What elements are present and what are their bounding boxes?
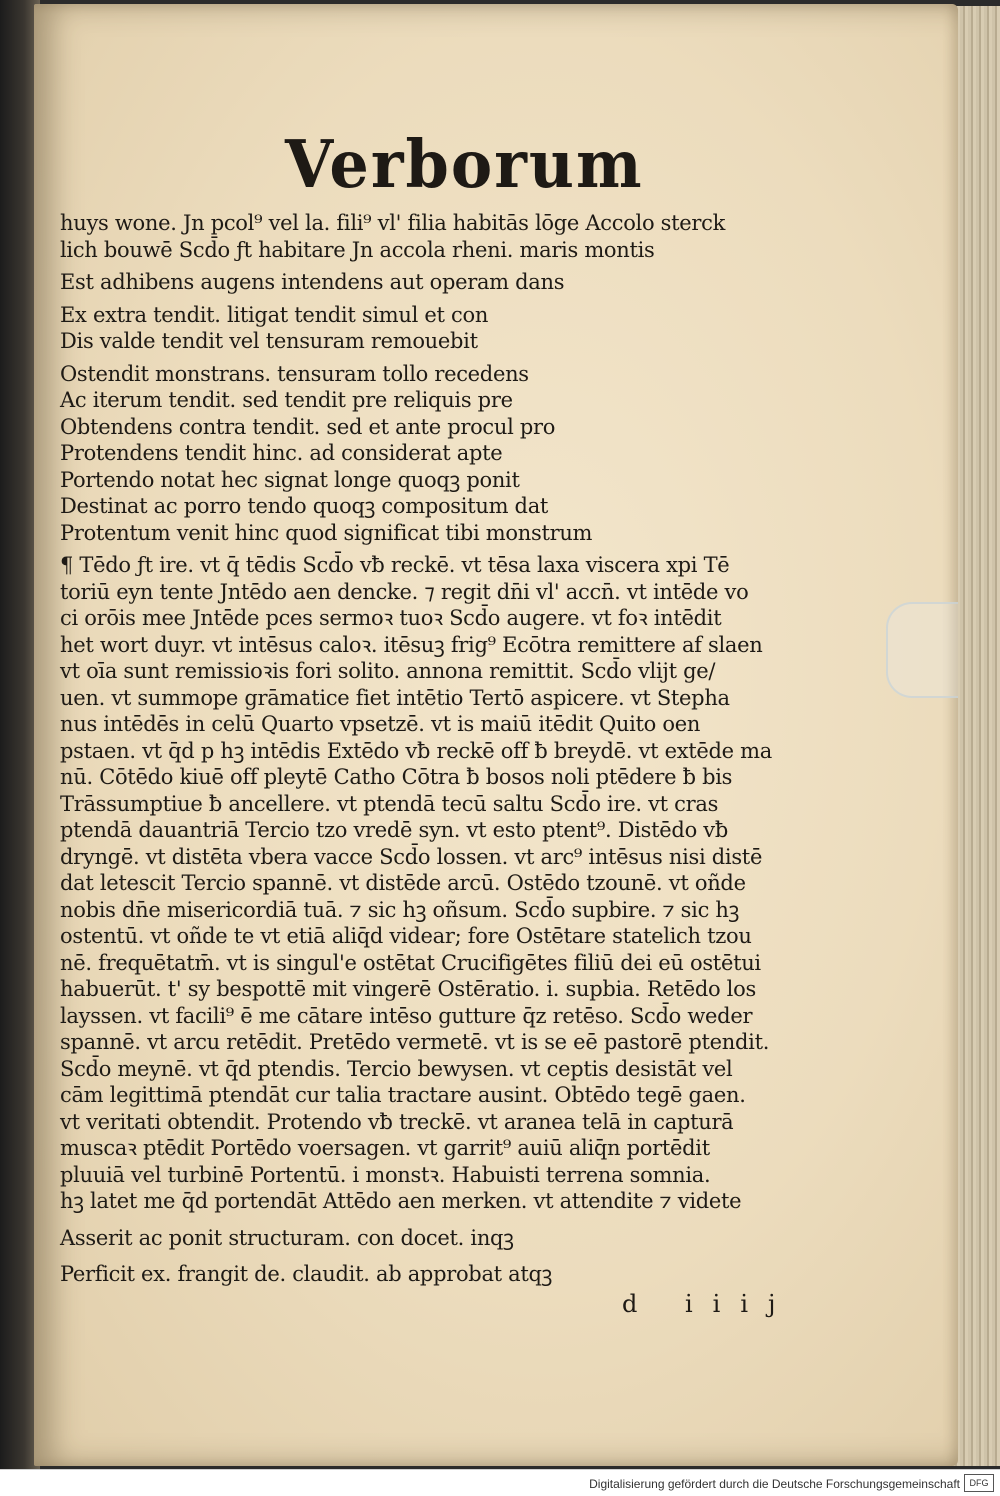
text-line: nē. frequētatm̄. vt is singul'e ostētat Crucifigētes filiū dei eū ostētui xyxy=(60,950,761,975)
dfg-logo: DFG xyxy=(964,1474,994,1492)
text-line: het wort duyr. vt intēsus caloꝛ. itēsuꝫ frig⁹ Ecōtra remittere af slaen xyxy=(60,632,763,657)
text-line: uen. vt summope grāmatice fiet intētio Tertō aspicere. vt Stepha xyxy=(60,685,730,710)
text-line: dat letescit Tercio spannē. vt distēde arcū. Ostēdo tzounē. vt oñde xyxy=(60,871,746,895)
text-line: pluuiā vel turbinē Portentū. i monstꝛ. Habuisti terrena somnia. xyxy=(60,1162,711,1187)
credit-bar xyxy=(0,1469,1000,1496)
verse-line: Obtendens contra tendit. sed et ante procul pro xyxy=(60,414,556,439)
text-line: huys wone. Jn pcol⁹ vel la. fili⁹ vl' filia habitās lōge Accolo sterck xyxy=(60,211,726,235)
page-text xyxy=(60,126,772,1288)
text-line: hꝫ latet me q̄d portendāt Attēdo aen merken. vt attendite ⁊ videte xyxy=(60,1189,742,1213)
text-line: dryngē. vt distēta vbera vacce Scd̄o lossen. vt arc⁹ intēsus nisi distē xyxy=(60,844,763,869)
text-line: nū. Cōtēdo kiuē off pleytē Catho Cōtra ƀ bosos noli ptēdere ƀ bis xyxy=(60,765,733,789)
text-line: ptendā dauantriā Tercio tzo vredē syn. vt esto ptent⁹. Distēdo vƀ xyxy=(60,818,728,842)
verse-line: Portendo notat hec signat longe quoqꝫ ponit xyxy=(60,467,520,492)
text-line: layssen. vt facili⁹ ē me cātare intēso gutture q̄z retēso. Scd̄o weder xyxy=(60,1003,753,1028)
text-line: ci orōis mee Jntēde pces sermoꝛ tuoꝛ Scd̄o augere. vt foꝛ intēdit xyxy=(60,606,722,630)
verse-line: Protendens tendit hinc. ad considerat apte xyxy=(60,441,503,465)
verse-line: Asserit ac ponit structuram. con docet. inqꝫ xyxy=(60,1225,514,1250)
text-line: nobis dn̄e misericordiā tuā. ⁊ sic hꝫ oñsum. Scd̄o supbire. ⁊ sic hꝫ xyxy=(60,897,740,922)
verse-line: Ostendit monstrans. tensuram tollo recedens xyxy=(60,361,529,386)
funding-credit: Digitalisierung gefördert durch die Deutsche Forschungsgemeinschaft xyxy=(589,1477,960,1491)
text-line: habuerūt. t' sy bespottē mit vingerē Ostēratio. i. supbia. Retēdo los xyxy=(60,977,756,1001)
verse-line: Est adhibens augens intendens aut operam dans xyxy=(60,270,565,294)
verse-line: Ac iterum tendit. sed tendit pre reliquis pre xyxy=(60,388,513,412)
text-line: Scd̄o meynē. vt q̄d ptendis. Tercio bewysen. vt ceptis desistāt vel xyxy=(60,1056,733,1081)
text-line: toriū eyn tente Jntēdo aen dencke. ⁊ regit dn̄i vl' accn̄. vt intēde vo xyxy=(60,579,749,604)
page-tab-marker xyxy=(886,602,958,698)
text-line: cām legittimā ptendāt cur talia tractare ausint. Obtēdo tegē gaen. xyxy=(60,1083,746,1107)
verse-line: Dis valde tendit vel tensuram remouebit xyxy=(60,329,478,353)
text-line: nus intēdēs in celū Quarto vpsetzē. vt is maiū itēdit Quito oen xyxy=(60,712,701,736)
text-line: lich bouwē Scd̄o ƒt habitare Jn accola rheni. maris montis xyxy=(60,237,655,262)
text-line: ¶ Tēdo ƒt ire. vt q̄ tēdis Scd̄o vƀ reckē. vt tēsa laxa viscera xpi Tē xyxy=(60,553,730,577)
signature-mark: d iiij xyxy=(622,1290,796,1318)
text-line: spannē. vt arcu retēdit. Pretēdo vermetē. vt is se eē pastorē ptendit. xyxy=(60,1030,770,1054)
text-line: vt veritati obtendit. Protendo vƀ treckē. vt aranea telā in capturā xyxy=(60,1109,734,1134)
page-heading: Verborum xyxy=(285,126,644,203)
text-line: ostentū. vt oñde te vt etiā aliq̄d videar; fore Ostētare statelich tzou xyxy=(60,924,752,948)
verse-line: Destinat ac porro tendo quoqꝫ compositum dat xyxy=(60,494,549,518)
text-line: vt oīa sunt remissioꝛis fori solito. annona remittit. Scd̄o vlijt ge/ xyxy=(60,659,716,683)
page-stack-edges xyxy=(951,6,1000,1466)
verse-line: Perficit ex. frangit de. claudit. ab approbat atqꝫ xyxy=(60,1262,553,1286)
verse-line: Ex extra tendit. litigat tendit simul et con xyxy=(60,302,489,327)
verse-line: Protentum venit hinc quod significat tibi monstrum xyxy=(60,520,593,545)
text-line: pstaen. vt q̄d p hꝫ intēdis Extēdo vƀ reckē off ƀ breydē. vt extēde ma xyxy=(60,738,772,763)
text-line: Trāssumptiue ƀ ancellere. vt ptendā tecū saltu Scd̄o ire. vt cras xyxy=(60,791,719,816)
text-line: muscaꝛ ptēdit Portēdo voersagen. vt garrit⁹ auiū aliq̄n portēdit xyxy=(60,1136,710,1160)
